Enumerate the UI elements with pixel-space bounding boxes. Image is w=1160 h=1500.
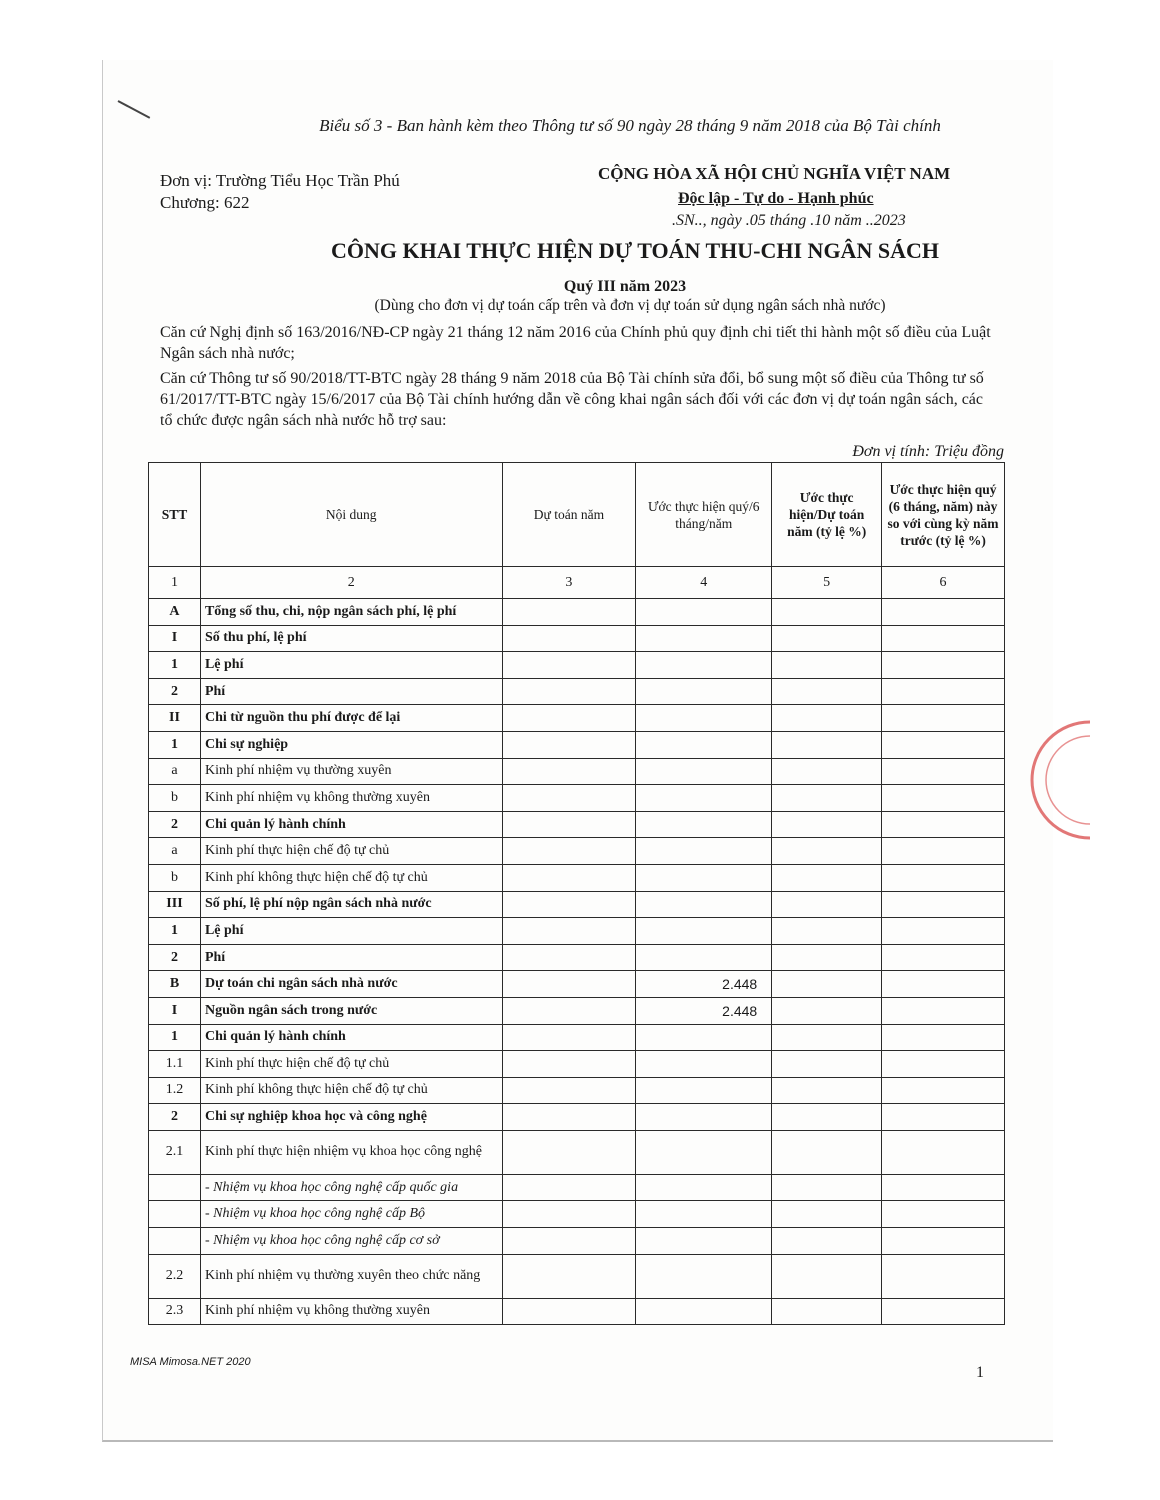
table-row — [149, 678, 1005, 705]
row-stt: 2.2 — [149, 1254, 201, 1298]
row-content: Phí — [200, 678, 502, 705]
row-annual-estimate — [502, 1254, 636, 1298]
row-stt: 2 — [149, 1104, 201, 1131]
row-estimated-actual — [636, 1228, 772, 1255]
row-content: Số thu phí, lệ phí — [200, 625, 502, 652]
row-estimated-actual: 2.448 — [636, 971, 772, 998]
row-estimated-actual — [636, 1077, 772, 1104]
row-content: Kinh phí nhiệm vụ thường xuyên theo chức năng — [200, 1254, 502, 1298]
row-annual-estimate — [502, 1130, 636, 1174]
unit-of-measure: Đơn vị tính: Triệu đồng — [852, 443, 1004, 460]
row-ratio-prev-year — [882, 971, 1005, 998]
row-ratio-estimate — [772, 1228, 882, 1255]
row-estimated-actual — [636, 758, 772, 785]
row-annual-estimate — [502, 918, 636, 945]
row-annual-estimate — [502, 758, 636, 785]
row-stt: 1 — [149, 652, 201, 679]
unit-block — [160, 170, 400, 214]
row-estimated-actual — [636, 864, 772, 891]
row-ratio-estimate — [772, 1024, 882, 1051]
row-annual-estimate — [502, 1174, 636, 1201]
row-ratio-estimate — [772, 785, 882, 812]
row-ratio-estimate — [772, 1201, 882, 1228]
row-stt: 2 — [149, 944, 201, 971]
table-row — [149, 1254, 1005, 1298]
row-stt: A — [149, 599, 201, 626]
row-content: Kinh phí thực hiện chế độ tự chủ — [200, 838, 502, 865]
row-annual-estimate — [502, 997, 636, 1024]
table-row — [149, 1077, 1005, 1104]
row-content: - Nhiệm vụ khoa học công nghệ cấp quốc gia — [200, 1174, 502, 1201]
row-ratio-estimate — [772, 731, 882, 758]
header-ratio-prev-year: Ước thực hiện quý (6 tháng, năm) này so với cùng kỳ năm trước (tỷ lệ %) — [882, 463, 1005, 567]
table-row — [149, 1104, 1005, 1131]
row-ratio-estimate — [772, 599, 882, 626]
table-row — [149, 1051, 1005, 1078]
page-number: 1 — [976, 1364, 984, 1381]
row-stt: b — [149, 864, 201, 891]
row-estimated-actual — [636, 1298, 772, 1325]
row-ratio-prev-year — [882, 678, 1005, 705]
row-ratio-prev-year — [882, 599, 1005, 626]
row-estimated-actual — [636, 785, 772, 812]
row-estimated-actual — [636, 678, 772, 705]
row-stt: I — [149, 997, 201, 1024]
row-ratio-estimate — [772, 705, 882, 732]
row-stt: 1.1 — [149, 1051, 201, 1078]
row-stt — [149, 1228, 201, 1255]
row-annual-estimate — [502, 838, 636, 865]
row-ratio-prev-year — [882, 997, 1005, 1024]
red-seal-stamp — [1020, 710, 1090, 850]
row-content: Kinh phí không thực hiện chế độ tự chủ — [200, 1077, 502, 1104]
row-stt: 1 — [149, 731, 201, 758]
chapter-code: Chương: 622 — [160, 193, 250, 212]
header-content: Nội dung — [200, 463, 502, 567]
row-annual-estimate — [502, 705, 636, 732]
row-content: Kinh phí không thực hiện chế độ tự chủ — [200, 864, 502, 891]
row-annual-estimate — [502, 625, 636, 652]
row-ratio-estimate — [772, 1051, 882, 1078]
document-title: CÔNG KHAI THỰC HIỆN DỰ TOÁN THU-CHI NGÂN SÁCH — [331, 238, 939, 263]
row-stt: 1.2 — [149, 1077, 201, 1104]
row-ratio-prev-year — [882, 705, 1005, 732]
row-annual-estimate — [502, 891, 636, 918]
row-ratio-prev-year — [882, 758, 1005, 785]
row-annual-estimate — [502, 599, 636, 626]
row-content: - Nhiệm vụ khoa học công nghệ cấp cơ sở — [200, 1228, 502, 1255]
table-row — [149, 625, 1005, 652]
row-ratio-prev-year — [882, 785, 1005, 812]
row-stt: I — [149, 625, 201, 652]
row-stt: b — [149, 785, 201, 812]
row-content: Tổng số thu, chi, nộp ngân sách phí, lệ phí — [200, 599, 502, 626]
table-row — [149, 891, 1005, 918]
table-row — [149, 1174, 1005, 1201]
header-ratio-estimate: Ước thực hiện/Dự toán năm (tỷ lệ %) — [772, 463, 882, 567]
header-stt: STT — [149, 463, 201, 567]
row-annual-estimate — [502, 1051, 636, 1078]
row-ratio-estimate — [772, 811, 882, 838]
row-estimated-actual — [636, 1024, 772, 1051]
table-row — [149, 811, 1005, 838]
table-row — [149, 731, 1005, 758]
row-annual-estimate — [502, 1228, 636, 1255]
column-number: 5 — [772, 567, 882, 599]
row-annual-estimate — [502, 944, 636, 971]
table-row — [149, 971, 1005, 998]
software-footer: MISA Mimosa.NET 2020 — [130, 1356, 251, 1368]
row-annual-estimate — [502, 652, 636, 679]
row-stt: 2 — [149, 811, 201, 838]
row-ratio-prev-year — [882, 864, 1005, 891]
row-stt: 2.3 — [149, 1298, 201, 1325]
table-header-row — [149, 463, 1005, 567]
row-ratio-prev-year — [882, 838, 1005, 865]
row-annual-estimate — [502, 731, 636, 758]
row-estimated-actual — [636, 1201, 772, 1228]
row-annual-estimate — [502, 811, 636, 838]
row-content: Số phí, lệ phí nộp ngân sách nhà nước — [200, 891, 502, 918]
row-stt: B — [149, 971, 201, 998]
table-row — [149, 652, 1005, 679]
row-ratio-estimate — [772, 944, 882, 971]
row-ratio-estimate — [772, 918, 882, 945]
table-row — [149, 785, 1005, 812]
row-estimated-actual — [636, 811, 772, 838]
row-ratio-prev-year — [882, 1254, 1005, 1298]
column-number: 6 — [882, 567, 1005, 599]
row-ratio-prev-year — [882, 625, 1005, 652]
row-estimated-actual — [636, 705, 772, 732]
row-estimated-actual — [636, 599, 772, 626]
row-ratio-prev-year — [882, 1104, 1005, 1131]
legal-basis-2: Căn cứ Thông tư số 90/2018/TT-BTC ngày 28 tháng 9 năm 2018 của Bộ Tài chính sửa đổi, bổ sung một số điều của Thông tư số 61/2017/TT-BTC ngày 15/6/2017 của Bộ Tài chính hướng dẫn về công khai ngân sách đối với các đơn vị dự toán ngân sách, các tổ chức được ngân sách nhà nước hỗ trợ sau: — [160, 370, 984, 429]
table-row — [149, 1024, 1005, 1051]
row-ratio-prev-year — [882, 891, 1005, 918]
table-row — [149, 1298, 1005, 1325]
row-ratio-prev-year — [882, 1174, 1005, 1201]
row-content: Chi sự nghiệp khoa học và công nghệ — [200, 1104, 502, 1131]
budget-table — [148, 462, 1005, 1325]
row-estimated-actual — [636, 1130, 772, 1174]
row-annual-estimate — [502, 1201, 636, 1228]
row-annual-estimate — [502, 1077, 636, 1104]
row-ratio-prev-year — [882, 1201, 1005, 1228]
row-stt — [149, 1174, 201, 1201]
row-ratio-estimate — [772, 1104, 882, 1131]
row-ratio-prev-year — [882, 1298, 1005, 1325]
row-content: Kinh phí thực hiện chế độ tự chủ — [200, 1051, 502, 1078]
row-annual-estimate — [502, 678, 636, 705]
column-number: 3 — [502, 567, 636, 599]
row-estimated-actual — [636, 944, 772, 971]
national-motto: Độc lập - Tự do - Hạnh phúc — [678, 190, 874, 207]
row-ratio-prev-year — [882, 1130, 1005, 1174]
row-ratio-prev-year — [882, 1228, 1005, 1255]
row-estimated-actual — [636, 838, 772, 865]
row-content: Nguồn ngân sách trong nước — [200, 997, 502, 1024]
row-ratio-estimate — [772, 1077, 882, 1104]
row-estimated-actual — [636, 731, 772, 758]
legal-basis-1: Căn cứ Nghị định số 163/2016/NĐ-CP ngày 21 tháng 12 năm 2016 của Chính phủ quy định chi tiết thi hành một số điều của Luật Ngân sách nhà nước; — [160, 324, 991, 362]
table-row — [149, 1228, 1005, 1255]
row-estimated-actual — [636, 1174, 772, 1201]
row-content: Chi quản lý hành chính — [200, 811, 502, 838]
row-estimated-actual — [636, 652, 772, 679]
row-ratio-estimate — [772, 758, 882, 785]
row-ratio-estimate — [772, 1298, 882, 1325]
row-content: Kinh phí nhiệm vụ không thường xuyên — [200, 1298, 502, 1325]
row-content: Chi sự nghiệp — [200, 731, 502, 758]
row-stt — [149, 1201, 201, 1228]
row-content: Lệ phí — [200, 918, 502, 945]
table-row — [149, 1130, 1005, 1174]
row-content: Lệ phí — [200, 652, 502, 679]
row-stt: III — [149, 891, 201, 918]
row-stt: 2.1 — [149, 1130, 201, 1174]
row-ratio-estimate — [772, 678, 882, 705]
column-number: 1 — [149, 567, 201, 599]
column-number: 4 — [636, 567, 772, 599]
table-row — [149, 1201, 1005, 1228]
row-content: Phí — [200, 944, 502, 971]
row-stt: II — [149, 705, 201, 732]
row-annual-estimate — [502, 864, 636, 891]
row-ratio-prev-year — [882, 1024, 1005, 1051]
row-ratio-estimate — [772, 1130, 882, 1174]
row-ratio-prev-year — [882, 918, 1005, 945]
row-ratio-estimate — [772, 1174, 882, 1201]
table-row — [149, 864, 1005, 891]
row-estimated-actual: 2.448 — [636, 997, 772, 1024]
row-ratio-estimate — [772, 652, 882, 679]
row-stt: 1 — [149, 1024, 201, 1051]
row-annual-estimate — [502, 1298, 636, 1325]
row-stt: a — [149, 838, 201, 865]
form-caption: Biểu số 3 - Ban hành kèm theo Thông tư số 90 ngày 28 tháng 9 năm 2018 của Bộ Tài chính — [319, 116, 941, 135]
usage-note: (Dùng cho đơn vị dự toán cấp trên và đơn vị dự toán sử dụng ngân sách nhà nước) — [374, 297, 886, 314]
row-ratio-prev-year — [882, 944, 1005, 971]
header-annual-estimate: Dự toán năm — [502, 463, 636, 567]
row-content: Kinh phí nhiệm vụ thường xuyên — [200, 758, 502, 785]
row-ratio-prev-year — [882, 1051, 1005, 1078]
row-estimated-actual — [636, 891, 772, 918]
row-estimated-actual — [636, 1254, 772, 1298]
row-stt: a — [149, 758, 201, 785]
column-number-row — [149, 567, 1005, 599]
row-ratio-estimate — [772, 864, 882, 891]
unit-name: Đơn vị: Trường Tiểu Học Trần Phú — [160, 171, 400, 190]
row-annual-estimate — [502, 785, 636, 812]
document-date: .SN.., ngày .05 tháng .10 năm ..2023 — [672, 212, 906, 229]
document-subtitle: Quý III năm 2023 — [563, 278, 687, 295]
row-content: - Nhiệm vụ khoa học công nghệ cấp Bộ — [200, 1201, 502, 1228]
column-number: 2 — [200, 567, 502, 599]
row-content: Chi từ nguồn thu phí được để lại — [200, 705, 502, 732]
row-stt: 2 — [149, 678, 201, 705]
table-row — [149, 838, 1005, 865]
table-row — [149, 918, 1005, 945]
row-ratio-estimate — [772, 997, 882, 1024]
row-content: Kinh phí thực hiện nhiệm vụ khoa học công nghệ — [200, 1130, 502, 1174]
row-content: Dự toán chi ngân sách nhà nước — [200, 971, 502, 998]
header-estimated-actual: Ước thực hiện quý/6 tháng/năm — [636, 463, 772, 567]
row-estimated-actual — [636, 1051, 772, 1078]
table-row — [149, 599, 1005, 626]
row-ratio-prev-year — [882, 731, 1005, 758]
row-ratio-estimate — [772, 625, 882, 652]
row-ratio-prev-year — [882, 1077, 1005, 1104]
row-content: Chi quản lý hành chính — [200, 1024, 502, 1051]
table-row — [149, 758, 1005, 785]
table-body — [149, 599, 1005, 1325]
row-ratio-estimate — [772, 1254, 882, 1298]
row-estimated-actual — [636, 625, 772, 652]
row-ratio-estimate — [772, 971, 882, 998]
row-ratio-estimate — [772, 891, 882, 918]
row-estimated-actual — [636, 1104, 772, 1131]
row-ratio-estimate — [772, 838, 882, 865]
table-row — [149, 997, 1005, 1024]
row-content: Kinh phí nhiệm vụ không thường xuyên — [200, 785, 502, 812]
row-estimated-actual — [636, 918, 772, 945]
row-annual-estimate — [502, 1024, 636, 1051]
row-ratio-prev-year — [882, 652, 1005, 679]
table-row — [149, 944, 1005, 971]
row-annual-estimate — [502, 971, 636, 998]
nation-heading: CỘNG HÒA XÃ HỘI CHỦ NGHĨA VIỆT NAM — [598, 164, 951, 183]
row-annual-estimate — [502, 1104, 636, 1131]
table-row — [149, 705, 1005, 732]
row-ratio-prev-year — [882, 811, 1005, 838]
row-stt: 1 — [149, 918, 201, 945]
